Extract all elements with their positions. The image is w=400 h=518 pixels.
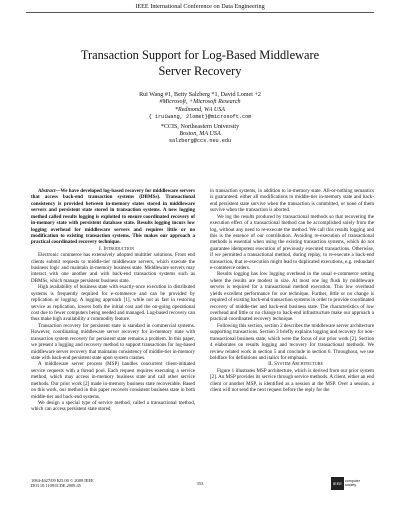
right-column [210,188,374,394]
abstract-lead: Abstract [38,188,56,194]
footer-doi: DOI 10.1109/ICDE.2009.45 [31,483,81,489]
left-column [31,188,195,413]
author-names: Rui Wang #1, Betty Salzberg *1, David Lomet +2 [139,92,261,98]
computer-society-logo [331,474,375,492]
logo-wordmark: computer society [345,479,360,488]
body-paragraph: Electronic commerce has extensively adopted multitier solutions. Front end clients submit requests to middle-tier middleware servers, which execute the business logic and maintain in-memory business state. Middleware servers may interact with one another and with back-end transaction systems such as DBMSs, which manage persistent business state. [31,252,195,284]
body-paragraph: We design a special type of service method, called a transactional method, which can access persistent state stored [31,399,195,413]
author-block [0,92,400,146]
venue-header: IEEE International Conference on Data Engineering [135,3,265,10]
body-paragraph: Transaction recovery for persistent state is standard in commercial systems. However, coordinating middleware server recovery for in-memory state with transaction system recovery for persistent state remains a problem. In this paper, we present a logging and recovery method to support transactions for log-based middleware server recovery that maintains consistency of middle-tier in-memory state with back-end persistent state upon system crashes. [31,322,195,361]
paper-title [40,48,360,79]
author-email: { 1ruiwang, 2lomet}@microsoft.com [148,114,252,121]
body-paragraph: Following this section, section 2 describes the middleware server architecture supporting transactions. Section 3 briefly explains logging and recovery for non-transactional business state, which were the focus of our prior work [2]. Section 4 elaborates on results logging and recovery for transactional methods. We review related work in section 5 and conclude in section 6. Throughout, we use boldface for definitions and italics for emphasis. [210,322,374,361]
title-line-1: Transaction Support for Log-Based Middleware [80,48,320,62]
affiliation-line: Boston, MA USA [179,131,221,138]
author-email: salzberg@ccs.neu.edu [168,138,232,145]
affiliation-line: #Microsoft, +Microsoft Research [159,99,241,106]
title-line-2: Server Recovery [158,63,242,78]
body-paragraph: in transaction systems, in addition to in-memory state. All-or-nothing semantics is guaranteed: either all modifications to middle-tier in-memory state and back-end persistent state survive when the transaction is committed, or none of them survive when the transaction is aborted. [210,188,374,214]
header-rule [26,12,374,13]
body-paragraph: Figure 1 illustrates MSP architecture, which is derived from our prior system [2]. An MSP provides its service through service methods. A client, either an end client or another MSP, is identified as a session at the MSP. Over a session, a client will not send the next request before the reply for the [210,367,374,394]
section-heading: I. Introduction [99,245,134,252]
body-paragraph: High availability of business state with exactly-once execution in distributed systems is frequently required for e-commerce and can be provided by replication or logging. A logging approach [1], while not as fast in restoring service as replication, lowers both the initial cost and the on-going operational cost due to fewer computers being needed and managed. Log-based recovery can thus make high availability a commodity feature. [31,284,195,323]
body-paragraph: Results logging has low logging overhead in the usual e-commerce setting where the results are modest in size. At most one log flush by middleware servers is required for a transactional method execution. This low overhead yields excellent performance for our technique. Further, little or no change is required of existing back-end transaction systems in order to provide coordinated recovery of middle-tier and back-end business state. The characteristics of low overhead and little or no change to back-end infrastructure make our approach a practical coordinated recovery technique. [210,271,374,323]
section-heading: II. System Architecture [268,361,323,368]
abstract-body: —We have developed log-based recovery for middleware servers that access back-end transaction systems (DBMSs). Transactional consistency is provided between in-memory states stored in middleware servers and persistent state stored in transaction systems. A new logging method called results logging is exploited to ensure coordinated recovery of in-memory state with persistent database state. Results logging incurs low logging overhead for middleware servers and requires little or no modification to existing transaction systems. This makes our approach a practical coordinated recovery technique. [31,188,195,246]
affiliation-line: *CCIS, Northeastern University [160,123,240,130]
abstract [31,188,195,246]
body-paragraph: A middleware server process (MSP) handles concurrent client-initiated service requests with a thread pool. Each request requires executing a service method, which may access in-memory business state and call other service methods. Our prior work [2] made in-memory business state recoverable. Based on this work, our method in this paper recovers consistent business state in both middle-tier and back-end systems. [31,361,195,400]
page-number: 353 [196,481,204,486]
affiliation-line: *Redmond, WA USA [174,106,226,113]
footer-issn: 1084-4627/09 $25.00 © 2009 IEEE [31,478,94,483]
logo-mark-icon: IEEE [331,477,344,490]
body-paragraph: We log the results produced by transactional methods so that recovering the execution effect of a transactional method can be accomplished solely from the log, without any need to re-execute the method. We call this results logging and this is the essence of our contribution. Avoiding re-execution of transactional methods is essential when using the existing transaction systems, which do not guarantee idempotent execution of previously executed transactions. Otherwise, if we permitted a transactional method, during replay, to re-execute a back-end transaction, that re-execution might lead to duplicated executions, e.g. redundant e-commerce orders. [210,213,374,272]
